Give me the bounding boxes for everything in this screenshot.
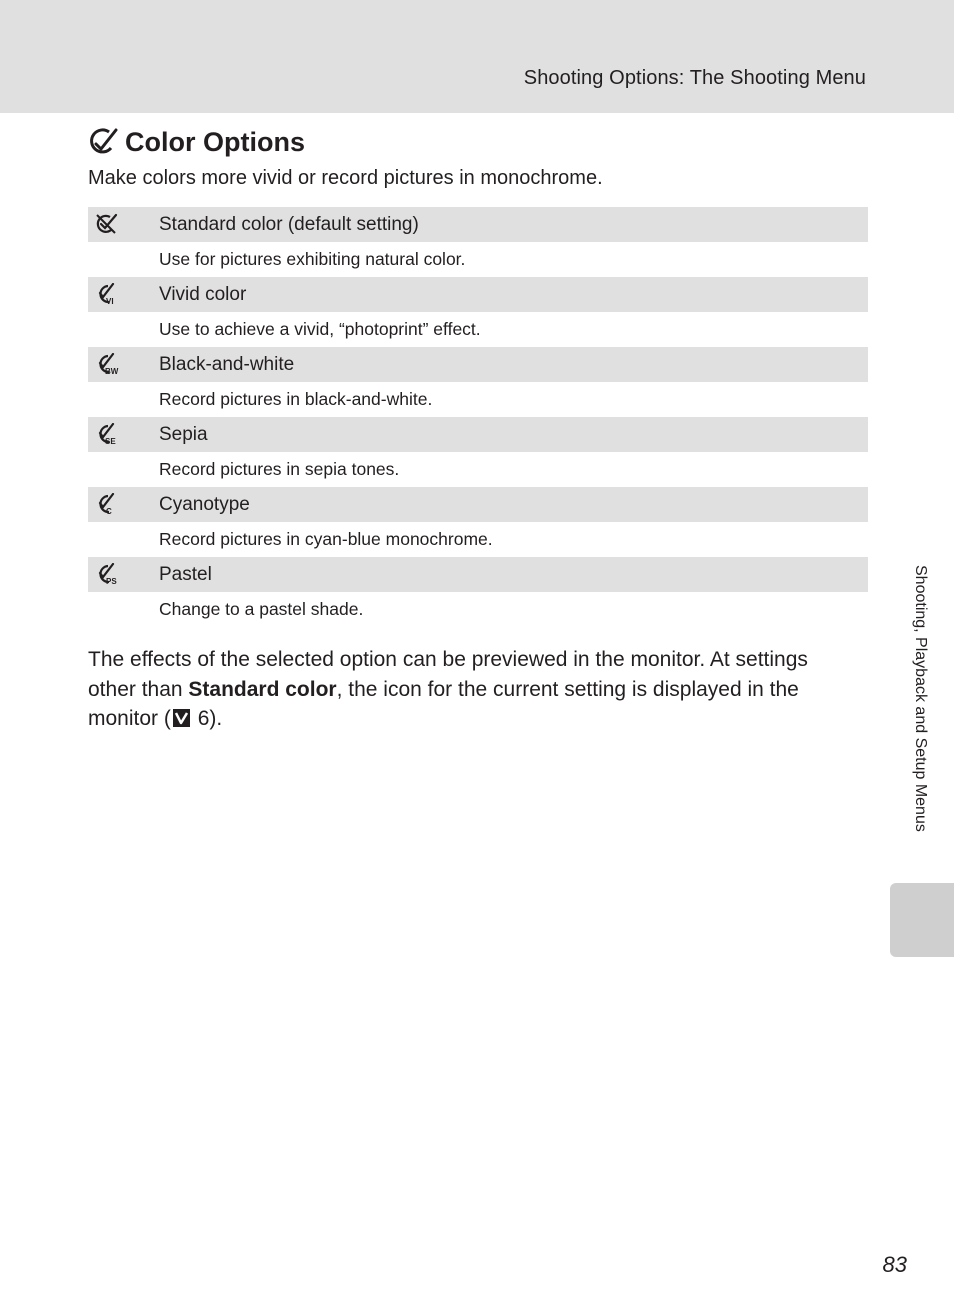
pastel-icon [95,563,119,585]
option-description: Record pictures in sepia tones. [159,459,400,479]
option-description: Use for pictures exhibiting natural color. [159,249,466,269]
side-section-label: Shooting, Playback and Setup Menus [912,565,929,832]
option-label: Pastel [159,564,212,585]
option-label: Sepia [159,424,208,445]
body-text-part1: The effects of the selected option can be previewed in the monitor. At settings other than [88,648,808,701]
svg-text:SE: SE [105,437,116,445]
header-band [0,0,954,113]
option-label: Cyanotype [159,494,250,515]
sepia-icon [95,423,119,445]
black-and-white-icon [95,353,119,375]
option-label: Vivid color [159,284,247,305]
page-title: Color Options [125,126,305,157]
option-description: Record pictures in black-and-white. [159,389,433,409]
option-description: Record pictures in cyan-blue monochrome. [159,529,493,549]
svg-text:C: C [106,507,112,515]
running-head: Shooting Options: The Shooting Menu [523,67,866,89]
option-row-standard-color [88,207,868,242]
body-text-part2: , the icon for the current setting is displayed in the monitor ( [88,677,799,730]
option-row-vivid-color [88,277,868,312]
standard-color-icon [95,213,119,235]
option-row-sepia [88,417,868,452]
vivid-color-icon [95,283,119,305]
option-row-pastel [88,557,868,592]
option-row-cyanotype [88,487,868,522]
option-description: Use to achieve a vivid, “photoprint” effect. [159,319,481,339]
color-options-icon [87,127,119,157]
option-description: Change to a pastel shade. [159,599,364,619]
body-paragraph [88,645,858,734]
cyanotype-icon [95,493,119,515]
section-heading [87,124,305,160]
side-tab-marker [890,883,954,957]
intro-text: Make colors more vivid or record pictures in monochrome. [88,167,603,189]
option-label: Black-and-white [159,354,295,375]
page-reference-icon [173,709,190,727]
body-bold-term: Standard color [188,677,337,701]
option-label: Standard color (default setting) [159,214,419,235]
body-page-ref: 6). [191,707,223,730]
page-number: 83 [882,1252,907,1277]
svg-text:BW: BW [105,367,119,375]
options-table [88,207,868,627]
svg-text:VI: VI [106,297,114,305]
svg-text:PS: PS [106,577,117,585]
option-row-black-and-white [88,347,868,382]
